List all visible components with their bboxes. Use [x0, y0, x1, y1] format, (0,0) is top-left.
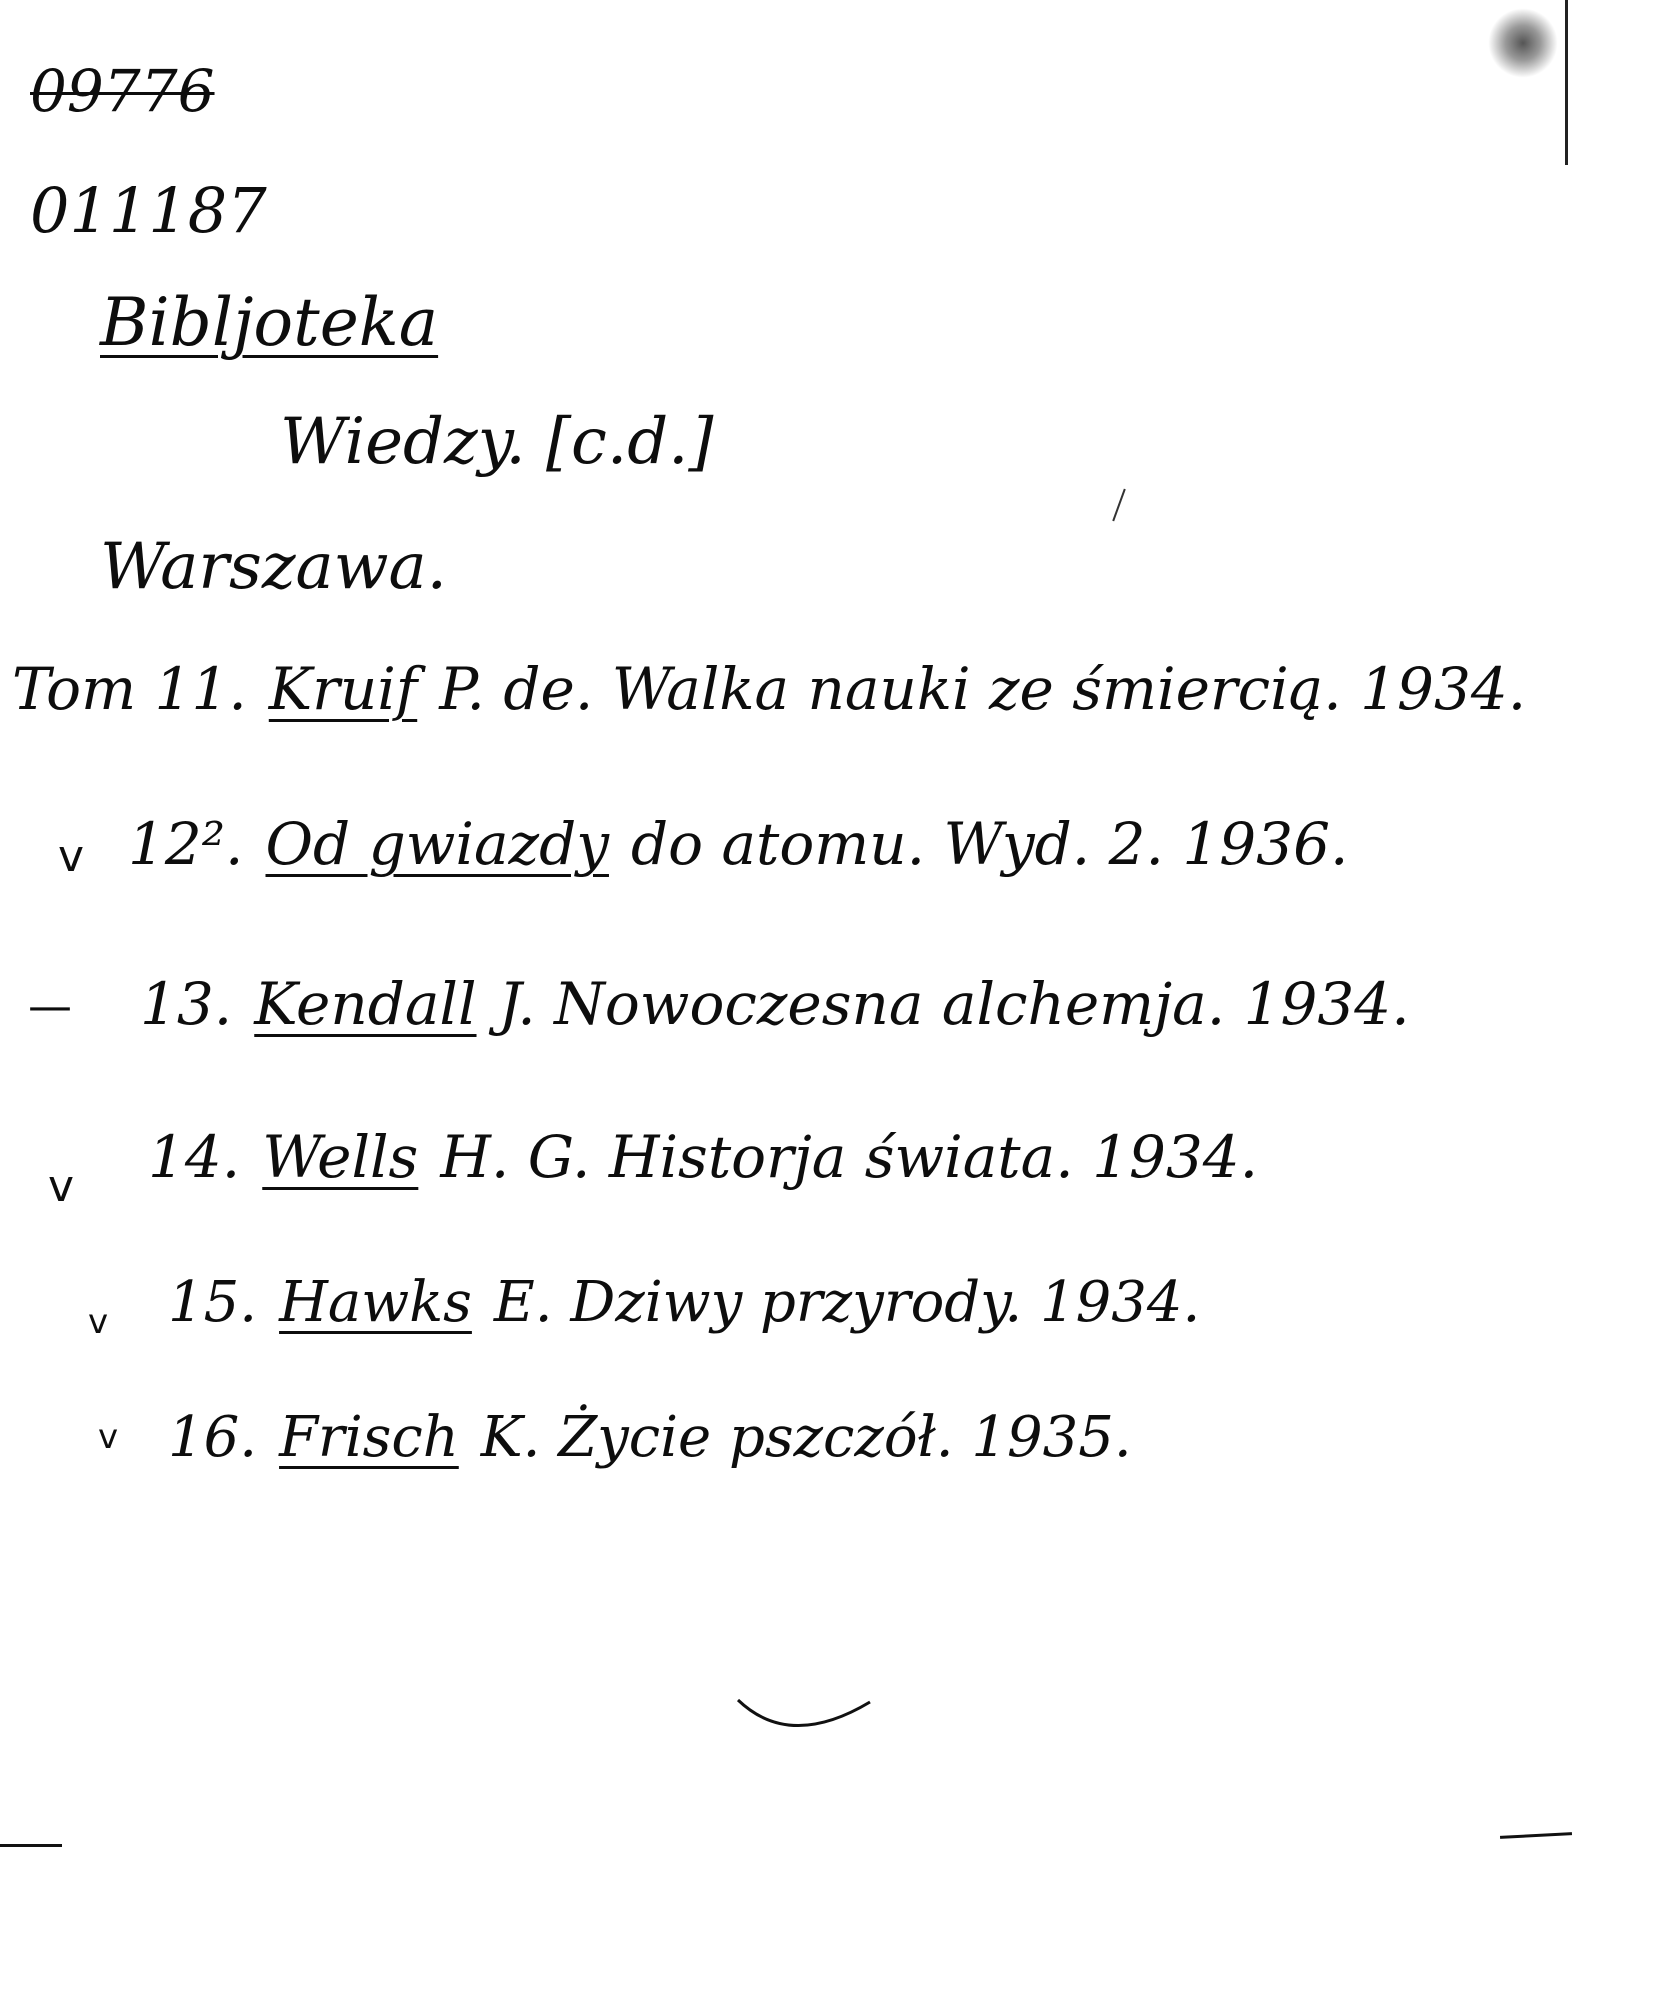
- right-edge-line: [1565, 0, 1568, 165]
- check-mark: v: [98, 1417, 119, 1457]
- author-name: Kruif: [268, 655, 418, 723]
- series-name-continued: Wiedzy. [c.d.]: [280, 405, 714, 479]
- dash-mark: —: [28, 981, 72, 1032]
- author-name: Hawks: [279, 1270, 472, 1335]
- entry-details: K. Życie pszczół. 1935.: [480, 1405, 1132, 1470]
- list-item: [12, 655, 1527, 723]
- volume-number: 16.: [168, 1405, 258, 1470]
- author-name: Wells: [262, 1123, 419, 1191]
- old-call-number: 09776: [30, 57, 215, 125]
- list-item: [140, 970, 1410, 1038]
- call-number: 011187: [30, 174, 267, 247]
- volume-number: Tom 11.: [12, 655, 247, 723]
- entry-details: J. Nowoczesna alchemja. 1934.: [498, 970, 1410, 1038]
- author-name: Kendall: [254, 970, 477, 1038]
- check-mark: v: [48, 1161, 75, 1212]
- author-name: Od gwiazdy: [265, 810, 609, 878]
- list-item: [168, 1405, 1132, 1470]
- check-mark: v: [58, 831, 85, 882]
- corner-smudge: [1488, 8, 1558, 78]
- volume-number: 12².: [128, 810, 244, 878]
- entry-details: P. de. Walka nauki ze śmiercią. 1934.: [439, 655, 1527, 723]
- right-bottom-rule: [1500, 1832, 1572, 1839]
- bottom-curve: [730, 1690, 880, 1750]
- author-name: Frisch: [279, 1405, 459, 1470]
- entry-details: E. Dziwy przyrody. 1934.: [493, 1270, 1201, 1335]
- stray-tick: [1112, 489, 1126, 522]
- entry-details: H. G. Historja świata. 1934.: [440, 1123, 1259, 1191]
- list-item: [168, 1270, 1201, 1335]
- entry-details: do atomu. Wyd. 2. 1936.: [630, 810, 1349, 878]
- list-item: [128, 810, 1349, 878]
- series-name: Bibljoteka: [100, 284, 439, 361]
- volume-number: 14.: [148, 1123, 241, 1191]
- volume-number: 13.: [140, 970, 233, 1038]
- check-mark: v: [88, 1302, 109, 1342]
- list-item: [148, 1123, 1259, 1191]
- left-bottom-rule: [0, 1844, 62, 1847]
- publication-place: Warszawa.: [100, 530, 447, 604]
- volume-number: 15.: [168, 1270, 258, 1335]
